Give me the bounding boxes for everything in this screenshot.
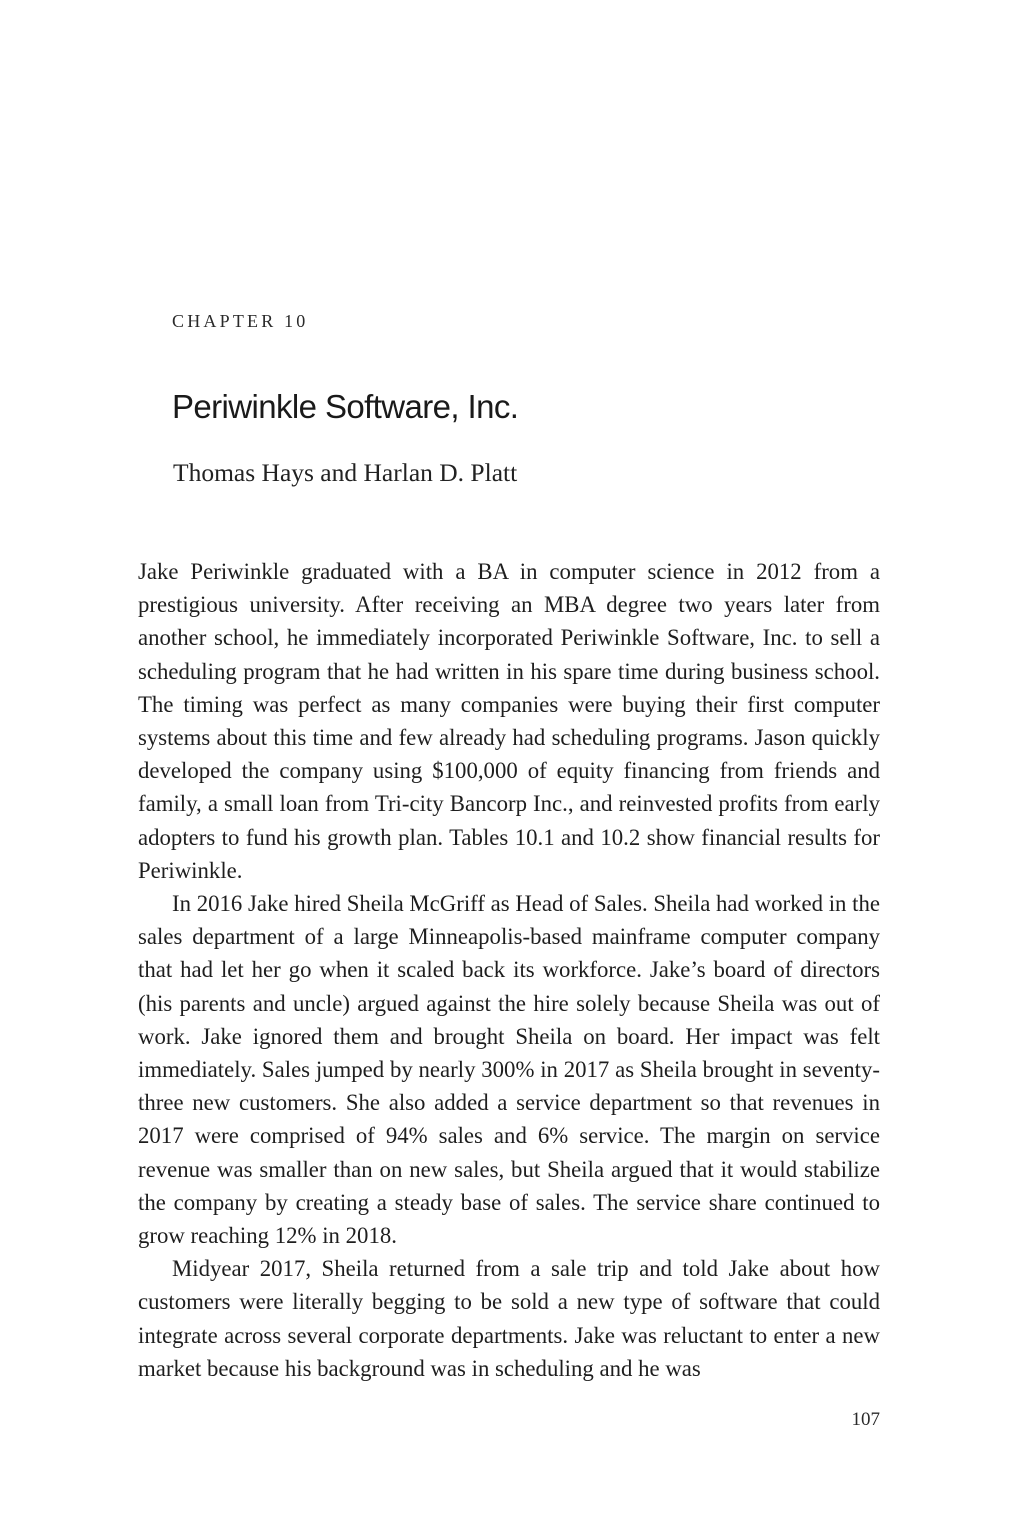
chapter-label: CHAPTER 10 [172, 311, 309, 331]
chapter-authors: Thomas Hays and Harlan D. Platt [173, 458, 518, 487]
paragraph-3: Midyear 2017, Sheila returned from a sale trip and told Jake about how customers were literally begging to be sold a new type of software that could integrate across several corporate departments. Jake was reluctant to enter a new market because his background was in scheduling and he was [138, 1256, 880, 1381]
paragraph-2: In 2016 Jake hired Sheila McGriff as Head of Sales. Sheila had worked in the sales department of a large Minneapolis-based mainframe computer company that had let her go when it scaled back its workforce. Jake’s board of directors (his parents and uncle) argued against the hire solely because Sheila was out of work. Jake ignored them and brought Sheila on board. Her impact was felt immediately. Sales jumped by nearly 300% in 2017 as Sheila brought in seventy-three new customers. She also added a service department so that revenues in 2017 were comprised of 94% sales and 6% service. The margin on service revenue was smaller than on new sales, but Sheila argued that it would stabilize the company by creating a steady base of sales. The service share continued to grow reaching 12% in 2018. [138, 891, 880, 1249]
paragraph-1: Jake Periwinkle graduated with a BA in computer science in 2012 from a prestigious university. After receiving an MBA degree two years later from another school, he immediately incorporated Periwinkle Software, Inc. to sell a scheduling program that he had written in his spare time during business school. The timing was perfect as many companies were buying their first computer systems about this time and few already had scheduling programs. Jason quickly developed the company using $100,000 of equity financing from friends and family, a small loan from Tri-city Bancorp Inc., and reinvested profits from early adopters to fund his growth plan. Tables 10.1 and 10.2 show financial results for Periwinkle. [138, 559, 880, 883]
page-number: 107 [851, 1409, 880, 1430]
body-text [138, 555, 880, 1385]
chapter-title: Periwinkle Software, Inc. [172, 388, 519, 425]
